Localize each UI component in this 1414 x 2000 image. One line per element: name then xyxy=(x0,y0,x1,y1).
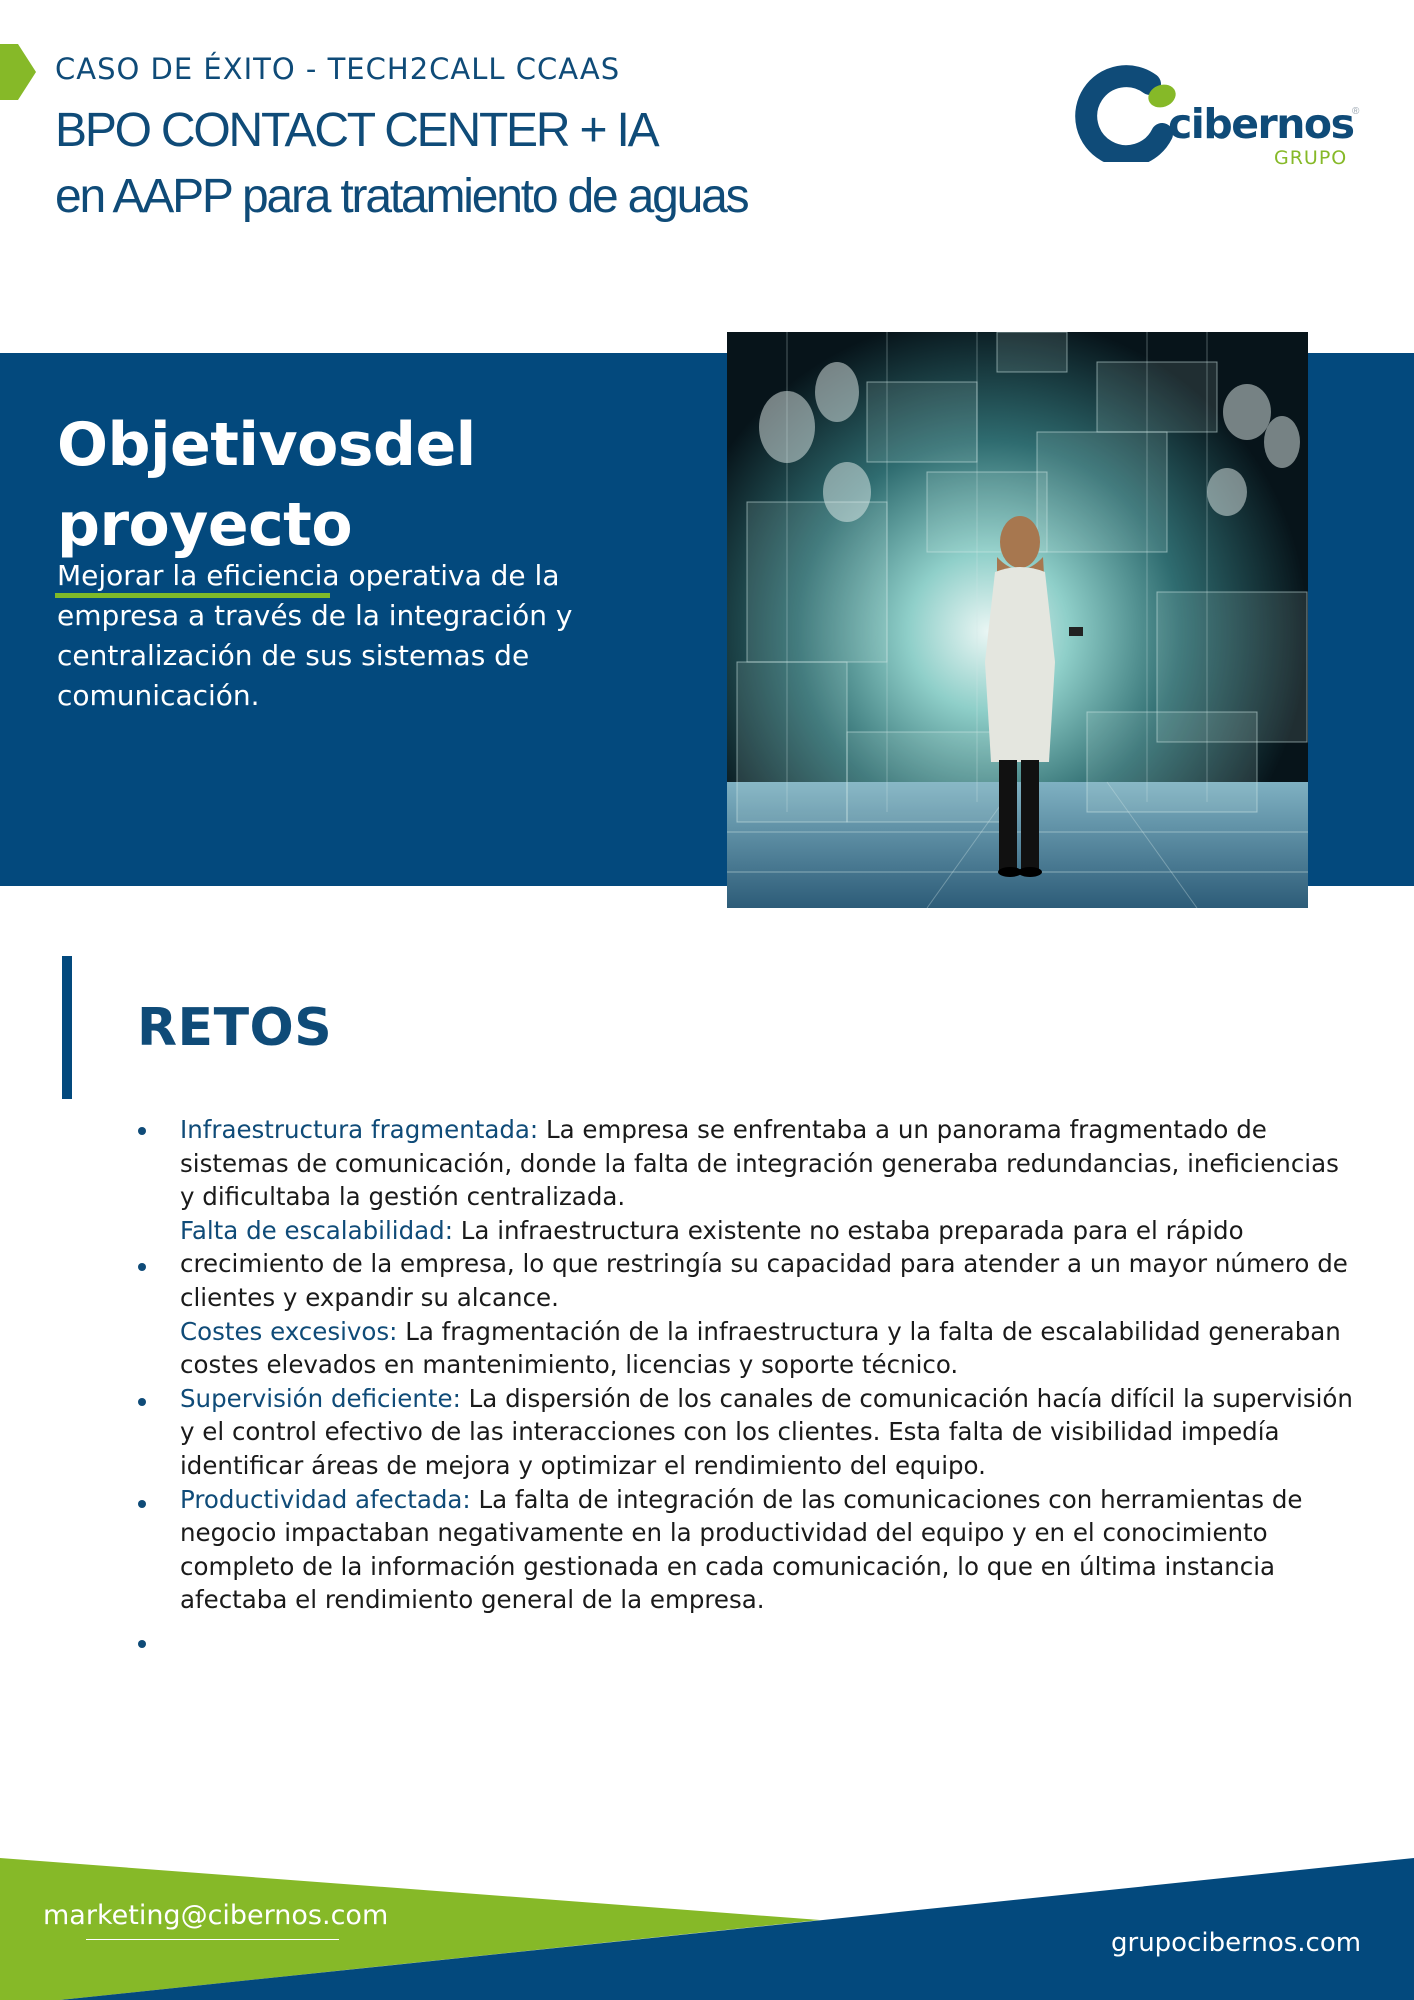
cibernos-c-mark-icon xyxy=(1072,62,1182,162)
challenge-text: La fragmentación de la infraestructura y la falta de escalabilidad generaban costes elevados en mantenimiento, licencias y soporte técnico. xyxy=(180,1316,1341,1380)
challenge-text: La dispersión de los canales de comunicación hacía difícil la supervisión y el control efectivo de las interacciones con los clientes. Esta falta de visibilidad impedía identificar áreas de mejora y optimizar el rendimiento del equipo. xyxy=(180,1383,1353,1480)
bullet-icon xyxy=(138,1500,146,1508)
photo-futuristic-data-room-icon xyxy=(727,332,1308,908)
bullet-icon xyxy=(138,1640,146,1648)
title-line-2: en AAPP para tratamiento de aguas xyxy=(55,170,748,223)
case-study-eyebrow: CASO DE ÉXITO - TECH2CALL CCAAS xyxy=(55,52,621,86)
cibernos-logo xyxy=(1072,62,1372,172)
accent-underline xyxy=(55,593,330,598)
challenge-item xyxy=(180,1382,1360,1483)
challenge-text: La falta de integración de las comunicaciones con herramientas de negocio impactaban negativamente en la productividad del equipo y en el conocimiento completo de la información gestionada en cada comunicación, lo que en última instancia afectaba el rendimiento general de la empresa. xyxy=(180,1484,1303,1615)
title-line-1: BPO CONTACT CENTER + IA xyxy=(55,104,658,157)
email-link[interactable]: marketing@cibernos.com xyxy=(43,1900,389,1931)
challenge-text: La empresa se enfrentaba a un panorama fragmentado de sistemas de comunicación, donde la falta de integración generaba redundancias, ineficiencias y dificultaba la gestión centralizada. xyxy=(180,1115,1339,1212)
retos-accent-bar xyxy=(62,956,72,1099)
green-arrow-icon xyxy=(0,44,36,100)
retos-heading: RETOS xyxy=(137,998,333,1058)
challenge-item xyxy=(180,1483,1360,1617)
challenge-term: Supervisión deficiente: xyxy=(180,1383,461,1413)
challenges-list xyxy=(180,1113,1360,1617)
registered-mark: ® xyxy=(1352,106,1360,117)
hero-image xyxy=(727,332,1308,908)
challenge-term: Falta de escalabilidad: xyxy=(180,1215,453,1245)
challenge-item xyxy=(180,1113,1360,1214)
challenge-term: Costes excesivos: xyxy=(180,1316,398,1346)
challenge-item xyxy=(180,1315,1360,1382)
logo-wordmark: cibernos xyxy=(1168,100,1354,148)
challenge-term: Infraestructura fragmentada: xyxy=(180,1115,539,1144)
objectives-description: Mejorar la eficiencia operativa de la empresa a través de la integración y centralización de sus sistemas de comunicación. xyxy=(57,559,573,712)
objectives-heading-line-2: proyecto xyxy=(57,490,353,560)
website-link[interactable]: grupocibernos.com xyxy=(1111,1928,1362,1958)
bullet-icon xyxy=(138,1263,146,1271)
challenge-item xyxy=(180,1214,1360,1315)
objectives-heading-line-1: Objetivosdel xyxy=(57,410,476,480)
objectives-heading xyxy=(57,405,476,565)
email-underline xyxy=(86,1939,339,1940)
challenge-term: Productividad afectada: xyxy=(180,1484,471,1514)
bullet-icon xyxy=(138,1398,146,1406)
bullet-icon xyxy=(138,1127,146,1135)
challenge-text: La infraestructura existente no estaba preparada para el rápido crecimiento de la empresa, lo que restringía su capacidad para atender a un mayor número de clientes y expandir su alcance. xyxy=(180,1215,1348,1312)
page-title xyxy=(55,98,747,230)
logo-subtitle: GRUPO xyxy=(1274,147,1348,169)
